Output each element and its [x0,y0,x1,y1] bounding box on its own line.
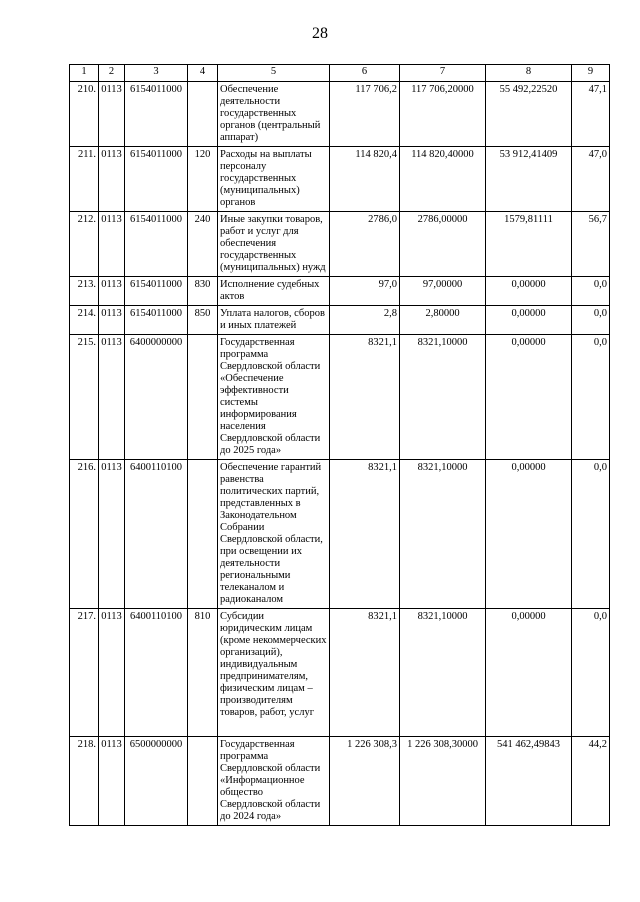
plan-amount: 1 226 308,3 [330,737,400,826]
expense-type-code: 850 [188,306,218,335]
target-article-code: 6154011000 [125,306,188,335]
plan-amount: 114 820,4 [330,147,400,212]
target-article-code: 6400000000 [125,335,188,460]
section-code: 0113 [99,609,125,737]
row-number: 218. [70,737,99,826]
plan-amount: 2,8 [330,306,400,335]
row-number: 216. [70,460,99,609]
approved-amount: 2786,00000 [400,212,486,277]
expense-name: Обеспечение гарантий равенства политических партий, представленных в Законодательном Собрании Свердловской области, при освещении их деятельности региональными телеканалом и радиоканалом [218,460,330,609]
target-article-code: 6154011000 [125,212,188,277]
execution-percent: 44,2 [572,737,610,826]
executed-amount: 541 462,49843 [486,737,572,826]
executed-amount: 1579,81111 [486,212,572,277]
executed-amount: 55 492,22520 [486,82,572,147]
expense-type-code [188,82,218,147]
section-code: 0113 [99,460,125,609]
approved-amount: 117 706,20000 [400,82,486,147]
expense-name: Субсидии юридическим лицам (кроме некоммерческих организаций), индивидуальным предпринимателям, физическим лицам – производителям товаров, работ, услуг [218,609,330,737]
row-number: 215. [70,335,99,460]
approved-amount: 2,80000 [400,306,486,335]
plan-amount: 8321,1 [330,335,400,460]
executed-amount: 0,00000 [486,609,572,737]
table-row [70,306,610,335]
table-row [70,82,610,147]
expense-type-code: 830 [188,277,218,306]
plan-amount: 2786,0 [330,212,400,277]
section-code: 0113 [99,82,125,147]
table-row [70,737,610,826]
section-code: 0113 [99,306,125,335]
table-row [70,460,610,609]
execution-percent: 0,0 [572,460,610,609]
approved-amount: 114 820,40000 [400,147,486,212]
row-number: 213. [70,277,99,306]
expense-type-code: 810 [188,609,218,737]
section-code: 0113 [99,335,125,460]
expense-name: Уплата налогов, сборов и иных платежей [218,306,330,335]
expense-name: Государственная программа Свердловской области «Обеспечение эффективности системы информирования населения Свердловской области до 2025 года» [218,335,330,460]
expense-name: Обеспечение деятельности государственных органов (центральный аппарат) [218,82,330,147]
expense-name: Исполнение судебных актов [218,277,330,306]
execution-percent: 0,0 [572,306,610,335]
execution-percent: 0,0 [572,609,610,737]
row-number: 210. [70,82,99,147]
target-article-code: 6400110100 [125,609,188,737]
approved-amount: 97,00000 [400,277,486,306]
header-col-6: 6 [330,65,400,82]
target-article-code: 6400110100 [125,460,188,609]
expense-type-code [188,460,218,609]
header-col-5: 5 [218,65,330,82]
executed-amount: 0,00000 [486,277,572,306]
header-col-2: 2 [99,65,125,82]
section-code: 0113 [99,737,125,826]
section-code: 0113 [99,277,125,306]
header-col-8: 8 [486,65,572,82]
execution-percent: 0,0 [572,335,610,460]
plan-amount: 8321,1 [330,460,400,609]
table-row [70,277,610,306]
row-number: 217. [70,609,99,737]
target-article-code: 6154011000 [125,147,188,212]
approved-amount: 8321,10000 [400,335,486,460]
approved-amount: 1 226 308,30000 [400,737,486,826]
target-article-code: 6500000000 [125,737,188,826]
executed-amount: 53 912,41409 [486,147,572,212]
table-header-row [70,65,610,82]
expense-type-code [188,335,218,460]
expense-type-code [188,737,218,826]
expense-type-code: 240 [188,212,218,277]
executed-amount: 0,00000 [486,306,572,335]
header-col-4: 4 [188,65,218,82]
execution-percent: 47,1 [572,82,610,147]
execution-percent: 56,7 [572,212,610,277]
header-col-3: 3 [125,65,188,82]
executed-amount: 0,00000 [486,460,572,609]
plan-amount: 117 706,2 [330,82,400,147]
row-number: 211. [70,147,99,212]
header-col-9: 9 [572,65,610,82]
header-col-7: 7 [400,65,486,82]
target-article-code: 6154011000 [125,82,188,147]
table-row [70,212,610,277]
execution-percent: 0,0 [572,277,610,306]
executed-amount: 0,00000 [486,335,572,460]
row-number: 214. [70,306,99,335]
budget-table [69,64,610,826]
table-row [70,147,610,212]
approved-amount: 8321,10000 [400,609,486,737]
table-row [70,335,610,460]
row-number: 212. [70,212,99,277]
approved-amount: 8321,10000 [400,460,486,609]
table-row [70,609,610,737]
section-code: 0113 [99,212,125,277]
section-code: 0113 [99,147,125,212]
expense-name: Иные закупки товаров, работ и услуг для обеспечения государственных (муниципальных) нужд [218,212,330,277]
expense-type-code: 120 [188,147,218,212]
expense-name: Расходы на выплаты персоналу государственных (муниципальных) органов [218,147,330,212]
expense-name: Государственная программа Свердловской области «Информационное общество Свердловской области до 2024 года» [218,737,330,826]
page-number: 28 [312,25,328,42]
header-col-1: 1 [70,65,99,82]
plan-amount: 8321,1 [330,609,400,737]
plan-amount: 97,0 [330,277,400,306]
execution-percent: 47,0 [572,147,610,212]
target-article-code: 6154011000 [125,277,188,306]
